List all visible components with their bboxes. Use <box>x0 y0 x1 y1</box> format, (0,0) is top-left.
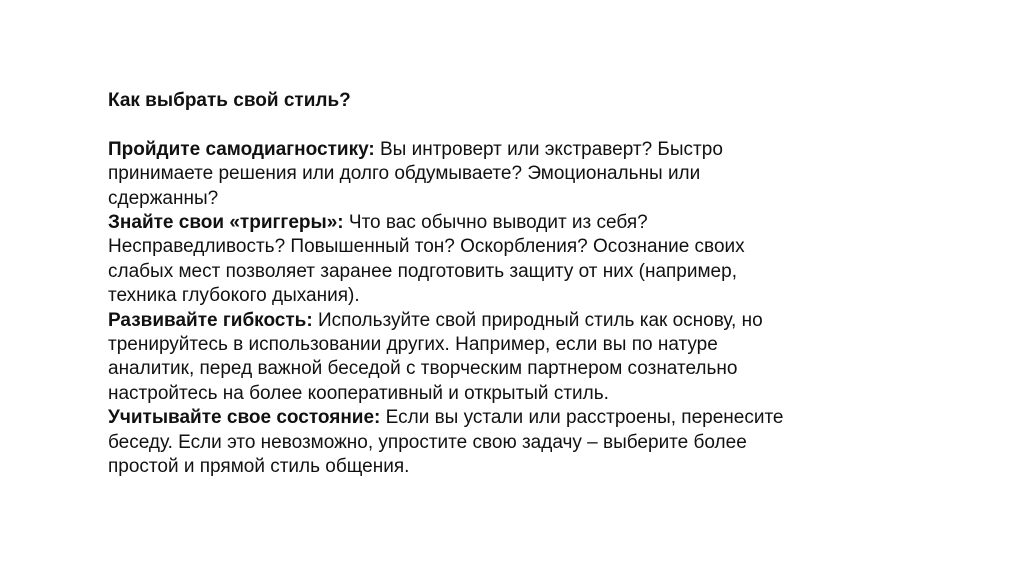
point-text: Если вы устали или расстроены, перенесите беседу. Если это невозможно, упростите свою задачу – выберите более простой и прямой стиль общения. <box>108 407 784 478</box>
point-text: Используйте свой природный стиль как основу, но тренируйтесь в использовании других. Например, если вы по натуре аналитик, перед важной беседой с творческим партнером сознательно настройтесь на более кооперативный и открытый стиль. <box>108 309 763 404</box>
point-lead: Учитывайте свое состояние: <box>108 407 381 429</box>
point-triggers <box>108 211 798 309</box>
point-lead: Знайте свои «триггеры»: <box>108 212 344 234</box>
slide-content <box>108 89 798 479</box>
point-text: Что вас обычно выводит из себя? Несправедливость? Повышенный тон? Оскорбления? Осознание своих слабых мест позволяет заранее подготовить защиту от них (например, техника глубокого дыхания). <box>108 212 745 307</box>
slide-heading: Как выбрать свой стиль? <box>108 90 351 111</box>
point-flexibility <box>108 309 798 407</box>
point-self-diagnosis <box>108 138 798 211</box>
point-state <box>108 406 798 479</box>
point-lead: Пройдите самодиагностику: <box>108 138 375 160</box>
point-text: Вы интроверт или экстраверт? Быстро принимаете решения или долго обдумываете? Эмоциональны или сдержанны? <box>108 138 723 209</box>
point-lead: Развивайте гибкость: <box>108 309 313 331</box>
